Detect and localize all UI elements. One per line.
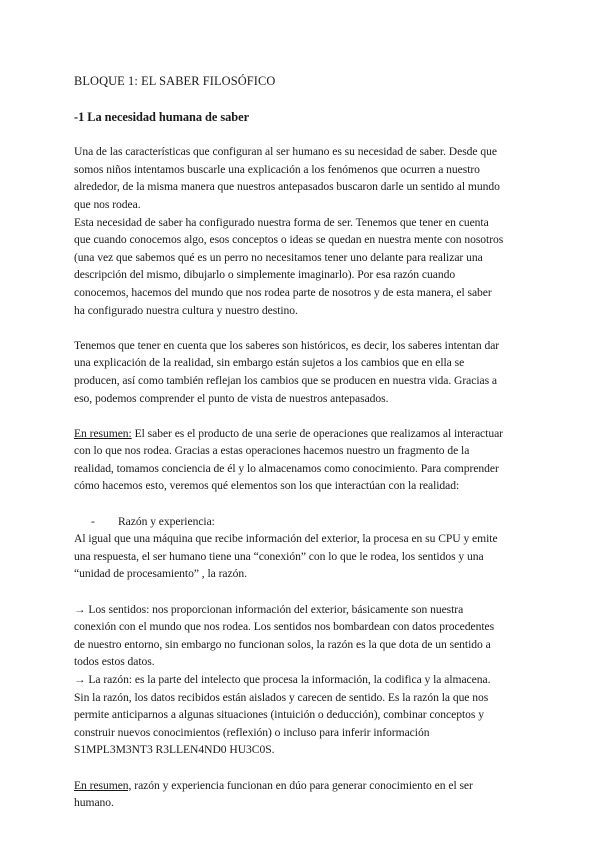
summary-text: El saber es el producto de una serie de operaciones que realizamos al interactuar	[131, 426, 503, 440]
text-line: producen, así como también reflejan los cambios que se producen en nuestra vida. Gracias a	[74, 373, 498, 387]
text-line: cómo hacemos esto, veremos qué elementos son los que interactúan con la realidad:	[74, 479, 460, 493]
text-line: conexión con el mundo que nos rodea. Los sentidos nos bombardean con datos procedentes	[74, 620, 495, 634]
text-line: conocemos, hacemos del mundo que nos rodea parte de nosotros y de esta manera, el saber	[74, 285, 492, 299]
text-line: eso, podemos comprender el punto de vista de nuestros antepasados.	[74, 391, 389, 405]
text-line: S1MPL3M3NT3 R3LLEN4ND0 HU3C0S.	[74, 743, 275, 757]
paragraph-2	[74, 337, 532, 407]
paragraph-4	[74, 530, 532, 583]
text-line: Esta necesidad de saber ha configurado nuestra forma de ser. Tenemos que tener en cuenta	[74, 215, 489, 229]
text-line: una explicación de la realidad, sin embargo están sujetos a los cambios que en ella se	[74, 356, 465, 370]
paragraph-5	[74, 601, 532, 759]
text-line: con lo que nos rodea. Gracias a estas operaciones hacemos nuestro un fragmento de la	[74, 444, 470, 458]
summary-text: razón y experiencia funcionan en dúo para generar conocimiento en el ser	[131, 778, 473, 792]
text-line: Sin la razón, los datos recibidos están aislados y carecen de sentido. Es la razón la que nos	[74, 690, 489, 704]
text-line: alrededor, de la misma manera que nuestros antepasados buscaron darle un sentido al mundo	[74, 180, 500, 194]
text-line	[74, 425, 532, 443]
text-line	[74, 777, 532, 795]
text-line: ha configurado nuestra cultura y nuestro destino.	[74, 303, 298, 317]
text-line: construir nuevos conocimientos (reflexión) o incluso para inferir información	[74, 725, 430, 739]
text-line: realidad, tomamos conciencia de él y lo almacenamos como conocimiento. Para comprender	[74, 461, 499, 475]
text-line: una respuesta, el ser humano tiene una “conexión” con lo que le rodea, los sentidos y una	[74, 549, 484, 563]
summary-label: En resumen,	[74, 778, 132, 792]
text-line: → Los sentidos: nos proporcionan información del exterior, básicamente son nuestra	[74, 602, 464, 616]
paragraph-1	[74, 143, 532, 319]
text-line: Al igual que una máquina que recibe información del exterior, la procesa en su CPU y emite	[74, 532, 498, 546]
text-line: (una vez que sabemos qué es un perro no necesitamos tener uno delante para realizar una	[74, 250, 483, 264]
paragraph-6	[74, 777, 532, 812]
text-line: que nos rodea.	[74, 197, 141, 211]
bullet-dash: -	[91, 514, 95, 528]
text-line: “unidad de procesamiento” , la razón.	[74, 567, 247, 581]
bullet-item	[74, 513, 532, 531]
text-line: descripción del mismo, dibujarlo o simplemente imaginarlo). Por esa razón cuando	[74, 268, 456, 282]
text-line: permite anticiparnos a algunas situaciones (intuición o deducción), combinar conceptos y	[74, 708, 484, 722]
summary-label: En resumen:	[74, 426, 132, 440]
text-line: que cuando conocemos algo, esos conceptos o ideas se quedan en nuestra mente con nosotros	[74, 233, 504, 247]
paragraph-3	[74, 425, 532, 495]
section-heading: -1 La necesidad humana de saber	[74, 109, 250, 124]
text-line: somos niños intentamos buscarle una explicación a los fenómenos que ocurren a nuestro	[74, 162, 480, 176]
text-line: de nuestro entorno, sin embargo no funcionan solos, la razón es la que dota de un sentido a	[74, 637, 491, 651]
document-title: BLOQUE 1: EL SABER FILOSÓFICO	[74, 74, 276, 88]
text-line: humano.	[74, 796, 114, 810]
text-line: Tenemos que tener en cuenta que los saberes son históricos, es decir, los saberes intentan dar	[74, 338, 500, 352]
text-line: → La razón: es la parte del intelecto que procesa la información, la codifica y la almacena.	[74, 673, 491, 686]
text-line: todos estos datos.	[74, 655, 155, 669]
bullet-text: Razón y experiencia:	[118, 514, 215, 528]
text-line: Una de las características que configuran al ser humano es su necesidad de saber. Desde que	[74, 145, 497, 159]
